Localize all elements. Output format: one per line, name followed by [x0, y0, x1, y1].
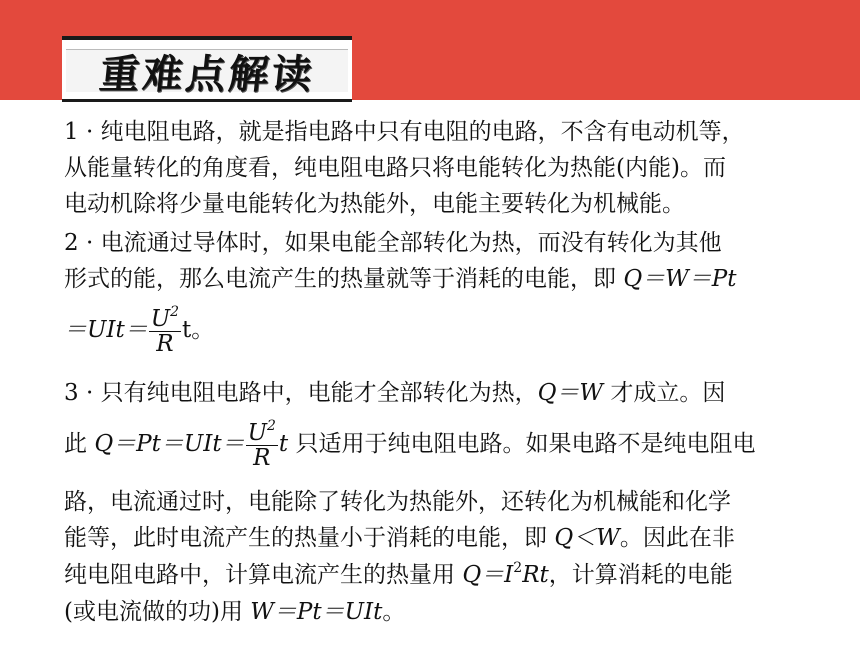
section-title: 重难点解读: [96, 51, 317, 98]
para3-line6-end: 。: [382, 599, 406, 625]
para3-line1-text: 3 · 只有纯电阻电路中，电能才全部转化为热，: [64, 380, 538, 406]
para2-formula-uit: ＝UIt＝: [64, 317, 148, 343]
para3-line5: [64, 561, 824, 589]
para3-formula-chain: Q＝Pt＝UIt＝: [94, 431, 245, 457]
para3-formula-w: W＝Pt＝UIt: [250, 599, 383, 625]
para2-line2: [64, 265, 824, 293]
para3-line1-end: 才成立。因: [603, 380, 726, 406]
section-title-plate: [66, 49, 348, 98]
para1-line2: 从能量转化的角度看，纯电阻电路只将电能转化为热能(内能)。而: [64, 155, 726, 181]
para3-line2-end: 只适用于纯电阻电路。如果电路不是纯电阻电: [288, 431, 756, 457]
para3-formula-joule-a: Q＝I: [462, 562, 514, 588]
para3-line2: [64, 414, 824, 474]
para3-line5-end: ，计算消耗的电能: [548, 562, 733, 588]
para3-line6: [64, 598, 824, 626]
section-title-frame: [62, 36, 352, 102]
fraction-numerator: $U^2$: [150, 303, 180, 332]
para3-line5-text: 纯电阻电路中，计算电流产生的热量用: [64, 562, 463, 588]
para3-line4-end: 。因此在非: [619, 525, 735, 551]
para3-line3: 路，电流通过时，电能除了转化为热能外，还转化为机械能和化学: [64, 489, 731, 515]
fraction-u2-over-r-2: [246, 417, 278, 471]
para3-formula-qw: Q＝W: [537, 380, 604, 406]
para2-line2-text: 形式的能，那么电流产生的热量就等于消耗的电能，即: [64, 266, 624, 292]
para1-line3: 电动机除将少量电能转化为热能外，电能主要转化为机械能。: [64, 191, 685, 217]
fraction-denominator: R: [253, 444, 271, 471]
para3-formula-exponent: 2: [513, 560, 523, 576]
para3-line1: [64, 379, 824, 407]
para3-line4: [64, 524, 824, 552]
para1-line1: 1 · 纯电阻电路，就是指电路中只有电阻的电路，不含有电动机等，: [64, 119, 745, 145]
para3-line2-pre: 此: [64, 431, 95, 457]
para2-line3: [64, 300, 824, 360]
para3-line4-text: 能等，此时电流产生的热量小于消耗的电能，即: [64, 525, 555, 551]
para2-line1: 2 · 电流通过导体时，如果电能全部转化为热，而没有转化为其他: [64, 230, 722, 256]
para3-line6-text: (或电流做的功)用: [64, 599, 251, 625]
para3-formula-joule-b: Rt: [522, 562, 549, 588]
fraction-denominator: R: [156, 330, 174, 357]
para3-formula-q-lt-w: Q＜W: [554, 525, 620, 551]
para2-formula-qwpt: Q＝W＝Pt: [623, 266, 737, 292]
fraction-numerator: $U^2$: [247, 417, 276, 446]
para2-line3-end: t。: [182, 317, 215, 343]
fraction-u2-over-r: [149, 303, 181, 357]
para3-formula-t: t: [278, 431, 289, 457]
